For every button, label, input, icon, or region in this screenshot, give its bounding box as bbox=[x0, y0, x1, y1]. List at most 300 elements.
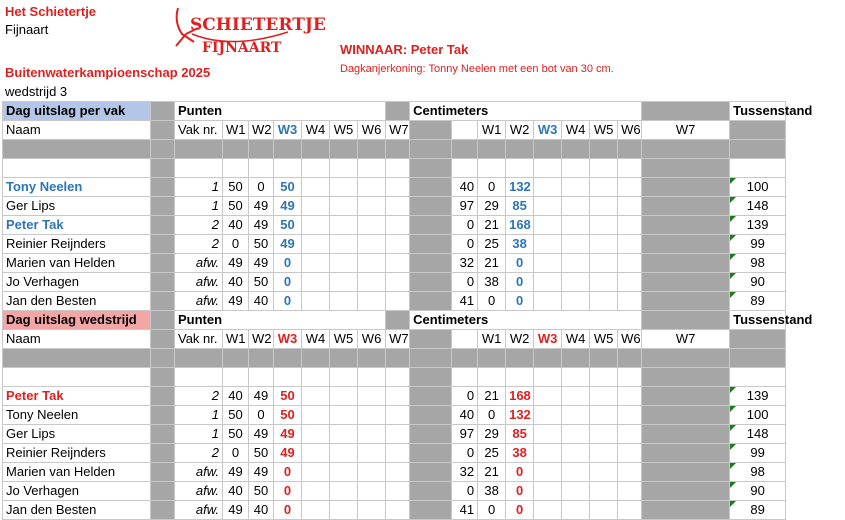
empty-cell bbox=[330, 463, 358, 482]
gray-cell bbox=[618, 349, 642, 368]
cm-w3: 168 bbox=[506, 216, 534, 235]
empty-cell bbox=[386, 235, 410, 254]
empty-cell bbox=[590, 235, 618, 254]
empty-cell bbox=[302, 406, 330, 425]
empty-cell bbox=[175, 159, 223, 178]
points-w2: 50 bbox=[249, 444, 274, 463]
points-w3: 49 bbox=[274, 444, 302, 463]
gray-cell bbox=[3, 140, 151, 159]
empty-cell bbox=[249, 159, 274, 178]
empty-cell bbox=[534, 368, 562, 387]
separator bbox=[151, 197, 175, 216]
vak-number: afw. bbox=[175, 292, 223, 311]
cm-w3: 0 bbox=[506, 292, 534, 311]
gray-cell bbox=[534, 349, 562, 368]
column-header-w6: W6 bbox=[358, 330, 386, 349]
separator bbox=[410, 159, 452, 178]
points-w2: 49 bbox=[249, 463, 274, 482]
empty-cell bbox=[302, 273, 330, 292]
cm-w1: 0 bbox=[452, 444, 478, 463]
empty-cell bbox=[562, 368, 590, 387]
gray-cell bbox=[506, 140, 534, 159]
gray-cell bbox=[534, 140, 562, 159]
empty-cell bbox=[618, 406, 642, 425]
gray-cell bbox=[151, 140, 175, 159]
gray-cell bbox=[274, 140, 302, 159]
points-w3: 49 bbox=[274, 197, 302, 216]
empty-cell bbox=[302, 235, 330, 254]
cm-w1: 97 bbox=[452, 425, 478, 444]
participant-name: Peter Tak bbox=[3, 387, 151, 406]
empty-cell bbox=[358, 444, 386, 463]
empty-cell bbox=[534, 444, 562, 463]
standings-points: 90 bbox=[730, 273, 786, 292]
empty-cell bbox=[302, 444, 330, 463]
cm-w3: 38 bbox=[506, 444, 534, 463]
column-header-w6: W6 bbox=[618, 330, 642, 349]
column-header-w6: W6 bbox=[618, 121, 642, 140]
separator bbox=[642, 254, 730, 273]
participant-name: Jo Verhagen bbox=[3, 273, 151, 292]
table-row bbox=[3, 463, 786, 482]
empty-cell bbox=[534, 292, 562, 311]
column-header-w4: W4 bbox=[302, 330, 330, 349]
empty-cell bbox=[330, 387, 358, 406]
empty-cell bbox=[302, 387, 330, 406]
empty-cell bbox=[386, 501, 410, 520]
separator bbox=[410, 387, 452, 406]
empty-cell bbox=[330, 216, 358, 235]
cm-w3: 132 bbox=[506, 178, 534, 197]
separator bbox=[642, 159, 730, 178]
gray-cell bbox=[506, 349, 534, 368]
empty-cell bbox=[534, 387, 562, 406]
separator bbox=[410, 292, 452, 311]
gray-cell bbox=[386, 349, 410, 368]
empty-cell bbox=[534, 254, 562, 273]
empty-cell bbox=[534, 159, 562, 178]
gray-cell bbox=[642, 140, 730, 159]
empty-cell bbox=[386, 159, 410, 178]
gray-cell bbox=[223, 140, 249, 159]
empty-cell bbox=[562, 216, 590, 235]
empty-cell bbox=[562, 387, 590, 406]
table-row bbox=[3, 197, 786, 216]
empty-cell bbox=[562, 501, 590, 520]
points-w1: 40 bbox=[223, 387, 249, 406]
empty-cell bbox=[358, 482, 386, 501]
table-wedstrijd bbox=[2, 310, 813, 520]
empty-cell bbox=[618, 235, 642, 254]
standings-points: 99 bbox=[730, 235, 786, 254]
points-w1: 0 bbox=[223, 444, 249, 463]
empty-cell bbox=[562, 235, 590, 254]
cm-w1: 0 bbox=[452, 273, 478, 292]
standings-points: 148 bbox=[730, 197, 786, 216]
empty-cell bbox=[478, 368, 506, 387]
empty-cell bbox=[330, 159, 358, 178]
empty-cell bbox=[302, 463, 330, 482]
column-header-w3: W3 bbox=[274, 121, 302, 140]
cm-w3: 85 bbox=[506, 425, 534, 444]
participant-name: Marien van Helden bbox=[3, 463, 151, 482]
points-w1: 49 bbox=[223, 501, 249, 520]
empty-cell bbox=[223, 159, 249, 178]
empty-cell bbox=[358, 178, 386, 197]
standings-points: 148 bbox=[730, 425, 786, 444]
gray-cell bbox=[175, 349, 223, 368]
separator bbox=[730, 121, 786, 140]
group-header-punten: Punten bbox=[175, 102, 386, 121]
separator bbox=[151, 501, 175, 520]
empty-cell bbox=[386, 254, 410, 273]
empty-cell bbox=[730, 159, 786, 178]
group-header-tussenstand: Tussenstand bbox=[730, 311, 786, 330]
separator bbox=[151, 444, 175, 463]
empty-cell bbox=[330, 197, 358, 216]
column-header-vak: Vak nr. bbox=[175, 330, 223, 349]
empty-cell bbox=[618, 178, 642, 197]
empty-cell bbox=[358, 159, 386, 178]
empty-cell bbox=[618, 482, 642, 501]
cm-w2: 21 bbox=[478, 216, 506, 235]
empty-cell bbox=[274, 159, 302, 178]
separator bbox=[642, 501, 730, 520]
participant-name: Jan den Besten bbox=[3, 501, 151, 520]
cm-w1: 41 bbox=[452, 501, 478, 520]
cm-w2: 0 bbox=[478, 178, 506, 197]
table-per-vak bbox=[2, 101, 813, 311]
separator bbox=[151, 254, 175, 273]
points-w2: 0 bbox=[249, 178, 274, 197]
empty-cell bbox=[358, 216, 386, 235]
gray-cell bbox=[730, 140, 786, 159]
standings-points: 90 bbox=[730, 482, 786, 501]
separator bbox=[642, 406, 730, 425]
cm-w2: 25 bbox=[478, 235, 506, 254]
standings-points: 100 bbox=[730, 406, 786, 425]
table-row bbox=[3, 254, 786, 273]
empty-cell bbox=[562, 254, 590, 273]
empty-cell bbox=[330, 178, 358, 197]
empty-cell bbox=[358, 463, 386, 482]
gray-cell bbox=[151, 349, 175, 368]
standings-points: 98 bbox=[730, 254, 786, 273]
club-logo bbox=[172, 4, 326, 62]
empty-cell bbox=[386, 368, 410, 387]
empty-cell bbox=[562, 292, 590, 311]
empty-cell bbox=[330, 444, 358, 463]
table-row bbox=[3, 406, 786, 425]
vak-number: 1 bbox=[175, 425, 223, 444]
separator bbox=[151, 463, 175, 482]
separator bbox=[151, 102, 175, 121]
vak-number: afw. bbox=[175, 501, 223, 520]
empty-cell bbox=[452, 159, 478, 178]
empty-cell bbox=[302, 368, 330, 387]
empty-cell bbox=[358, 406, 386, 425]
empty-cell bbox=[590, 254, 618, 273]
vak-number: 2 bbox=[175, 387, 223, 406]
club-name: Het Schietertje bbox=[5, 4, 97, 19]
separator bbox=[151, 273, 175, 292]
column-header-w3: W3 bbox=[534, 330, 562, 349]
standings-points: 139 bbox=[730, 216, 786, 235]
separator bbox=[642, 444, 730, 463]
empty-cell bbox=[330, 406, 358, 425]
participant-name: Jo Verhagen bbox=[3, 482, 151, 501]
points-w3: 0 bbox=[274, 292, 302, 311]
cm-w1: 97 bbox=[452, 197, 478, 216]
separator bbox=[410, 501, 452, 520]
table-row bbox=[3, 501, 786, 520]
separator bbox=[410, 463, 452, 482]
standings-points: 98 bbox=[730, 463, 786, 482]
separator bbox=[642, 273, 730, 292]
gray-cell bbox=[478, 349, 506, 368]
empty-cell bbox=[590, 368, 618, 387]
empty-cell bbox=[534, 197, 562, 216]
cm-w3: 132 bbox=[506, 406, 534, 425]
cm-w1: 41 bbox=[452, 292, 478, 311]
empty-cell bbox=[534, 216, 562, 235]
column-header-w4: W4 bbox=[562, 330, 590, 349]
table-row bbox=[3, 444, 786, 463]
points-w1: 0 bbox=[223, 235, 249, 254]
cm-w2: 21 bbox=[478, 387, 506, 406]
separator bbox=[151, 330, 175, 349]
empty-cell bbox=[386, 216, 410, 235]
group-header-centimeters: Centimeters bbox=[410, 102, 642, 121]
gray-cell bbox=[330, 140, 358, 159]
empty-cell bbox=[590, 444, 618, 463]
empty-cell bbox=[302, 197, 330, 216]
column-header-w2: W2 bbox=[506, 330, 534, 349]
separator bbox=[410, 406, 452, 425]
empty-cell bbox=[330, 273, 358, 292]
separator bbox=[410, 121, 452, 140]
empty-cell bbox=[590, 501, 618, 520]
empty-cell bbox=[3, 368, 151, 387]
empty-cell bbox=[386, 273, 410, 292]
points-w1: 50 bbox=[223, 406, 249, 425]
gray-cell bbox=[386, 140, 410, 159]
separator bbox=[642, 463, 730, 482]
participant-name: Marien van Helden bbox=[3, 254, 151, 273]
separator bbox=[642, 368, 730, 387]
empty-cell bbox=[386, 292, 410, 311]
cm-w2: 0 bbox=[478, 292, 506, 311]
empty-cell bbox=[618, 254, 642, 273]
points-w3: 0 bbox=[274, 254, 302, 273]
gray-cell bbox=[452, 140, 478, 159]
separator bbox=[642, 178, 730, 197]
empty-cell bbox=[330, 235, 358, 254]
empty-cell bbox=[330, 254, 358, 273]
separator bbox=[410, 254, 452, 273]
cm-w3: 38 bbox=[506, 235, 534, 254]
gray-cell bbox=[3, 349, 151, 368]
vak-number: 1 bbox=[175, 197, 223, 216]
participant-name: Tony Neelen bbox=[3, 406, 151, 425]
empty-cell bbox=[302, 292, 330, 311]
separator bbox=[386, 311, 410, 330]
participant-name: Reinier Reijnders bbox=[3, 235, 151, 254]
empty-cell bbox=[590, 463, 618, 482]
gray-cell bbox=[562, 140, 590, 159]
empty-cell bbox=[590, 406, 618, 425]
gray-cell bbox=[223, 349, 249, 368]
empty-cell bbox=[223, 368, 249, 387]
empty-cell bbox=[534, 235, 562, 254]
empty-cell bbox=[3, 159, 151, 178]
empty-cell bbox=[302, 178, 330, 197]
match-label: wedstrijd 3 bbox=[5, 84, 68, 99]
logo-text-top: SCHIETERTJE bbox=[190, 15, 326, 35]
points-w2: 49 bbox=[249, 216, 274, 235]
gray-cell bbox=[302, 349, 330, 368]
empty-cell bbox=[302, 501, 330, 520]
points-w2: 40 bbox=[249, 501, 274, 520]
column-header-w3: W3 bbox=[534, 121, 562, 140]
column-header-w5: W5 bbox=[330, 121, 358, 140]
column-header-w4: W4 bbox=[562, 121, 590, 140]
empty-cell bbox=[590, 425, 618, 444]
empty-cell bbox=[302, 482, 330, 501]
points-w1: 50 bbox=[223, 178, 249, 197]
empty-cell bbox=[562, 406, 590, 425]
empty-cell bbox=[618, 444, 642, 463]
separator bbox=[642, 216, 730, 235]
column-header-w2: W2 bbox=[249, 121, 274, 140]
empty-cell bbox=[358, 368, 386, 387]
table-row bbox=[3, 273, 786, 292]
gray-cell bbox=[562, 349, 590, 368]
points-w1: 40 bbox=[223, 273, 249, 292]
group-header-tussenstand: Tussenstand bbox=[730, 102, 786, 121]
column-header-w5: W5 bbox=[590, 330, 618, 349]
empty-cell bbox=[618, 159, 642, 178]
column-header-w7: W7 bbox=[386, 121, 410, 140]
points-w1: 49 bbox=[223, 292, 249, 311]
column-header-w7: W7 bbox=[642, 121, 730, 140]
separator bbox=[410, 425, 452, 444]
column-header-w1: W1 bbox=[223, 330, 249, 349]
separator bbox=[410, 216, 452, 235]
empty-cell bbox=[386, 197, 410, 216]
championship-title: Buitenwaterkampioenschap 2025 bbox=[5, 65, 211, 80]
participant-name: Ger Lips bbox=[3, 197, 151, 216]
cm-w2: 0 bbox=[478, 406, 506, 425]
points-w2: 40 bbox=[249, 292, 274, 311]
empty-cell bbox=[330, 292, 358, 311]
cm-w2: 21 bbox=[478, 463, 506, 482]
gray-cell bbox=[249, 349, 274, 368]
cm-w1: 32 bbox=[452, 463, 478, 482]
empty-cell bbox=[590, 178, 618, 197]
points-w1: 50 bbox=[223, 425, 249, 444]
participant-name: Jan den Besten bbox=[3, 292, 151, 311]
table-row bbox=[3, 216, 786, 235]
empty-cell bbox=[358, 387, 386, 406]
cm-w1: 0 bbox=[452, 482, 478, 501]
empty-cell bbox=[358, 254, 386, 273]
vak-number: 2 bbox=[175, 444, 223, 463]
empty-cell bbox=[618, 387, 642, 406]
cm-w2: 25 bbox=[478, 444, 506, 463]
empty-cell bbox=[562, 444, 590, 463]
empty-cell bbox=[386, 387, 410, 406]
gray-cell bbox=[249, 140, 274, 159]
separator bbox=[410, 235, 452, 254]
column-header-w1: W1 bbox=[478, 330, 506, 349]
column-header-naam: Naam bbox=[3, 121, 151, 140]
points-w3: 50 bbox=[274, 406, 302, 425]
separator bbox=[151, 178, 175, 197]
participant-name: Tony Neelen bbox=[3, 178, 151, 197]
cm-w2: 29 bbox=[478, 425, 506, 444]
gray-cell bbox=[358, 140, 386, 159]
empty-cell bbox=[562, 273, 590, 292]
empty-cell bbox=[302, 425, 330, 444]
empty-cell bbox=[386, 444, 410, 463]
gray-cell bbox=[410, 140, 452, 159]
empty-cell bbox=[274, 368, 302, 387]
points-w3: 0 bbox=[274, 273, 302, 292]
empty-cell bbox=[452, 368, 478, 387]
separator bbox=[642, 387, 730, 406]
points-w1: 40 bbox=[223, 482, 249, 501]
separator bbox=[410, 444, 452, 463]
cm-w3: 168 bbox=[506, 387, 534, 406]
empty-cell bbox=[590, 482, 618, 501]
empty-cell bbox=[534, 425, 562, 444]
gray-cell bbox=[642, 349, 730, 368]
separator bbox=[730, 330, 786, 349]
gray-cell bbox=[175, 140, 223, 159]
separator bbox=[386, 102, 410, 121]
separator bbox=[151, 235, 175, 254]
empty-cell bbox=[562, 197, 590, 216]
separator bbox=[410, 197, 452, 216]
points-w3: 49 bbox=[274, 235, 302, 254]
points-w3: 0 bbox=[274, 482, 302, 501]
cm-w1: 0 bbox=[452, 387, 478, 406]
standings-points: 89 bbox=[730, 292, 786, 311]
empty-cell bbox=[302, 216, 330, 235]
empty-cell bbox=[562, 159, 590, 178]
table-title: Dag uitslag per vak bbox=[3, 102, 151, 121]
points-w1: 49 bbox=[223, 463, 249, 482]
separator bbox=[642, 425, 730, 444]
cm-w3: 0 bbox=[506, 501, 534, 520]
empty-cell bbox=[562, 482, 590, 501]
empty-cell bbox=[506, 159, 534, 178]
empty-cell bbox=[590, 197, 618, 216]
points-w3: 0 bbox=[274, 501, 302, 520]
points-w2: 49 bbox=[249, 425, 274, 444]
column-header-w3: W3 bbox=[274, 330, 302, 349]
column-header-w6: W6 bbox=[358, 121, 386, 140]
separator bbox=[410, 368, 452, 387]
table-row bbox=[3, 425, 786, 444]
separator bbox=[642, 235, 730, 254]
empty-cell bbox=[534, 178, 562, 197]
empty-cell bbox=[330, 482, 358, 501]
empty-cell bbox=[358, 425, 386, 444]
logo-text-bottom: FIJNAART bbox=[202, 40, 282, 56]
points-w3: 49 bbox=[274, 425, 302, 444]
